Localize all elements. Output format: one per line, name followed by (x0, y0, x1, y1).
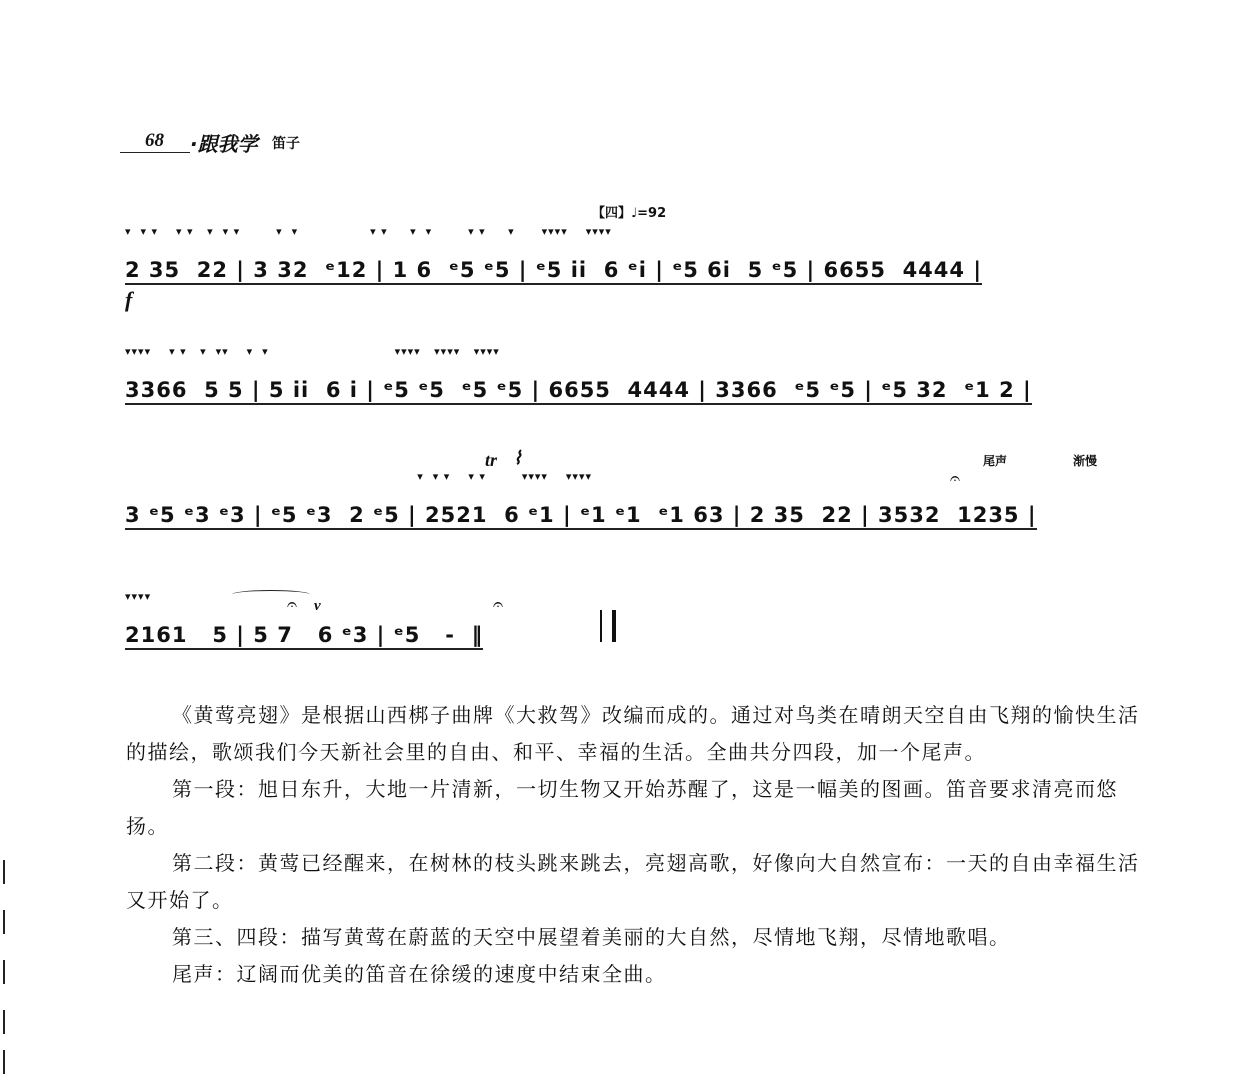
book-subtitle: 笛子 (272, 136, 300, 152)
final-barline (600, 610, 616, 642)
header-rule (120, 152, 190, 153)
breath-mark: v (314, 598, 321, 614)
tempo-marking: ♩=92 (631, 206, 667, 221)
page-number: 68 (145, 130, 164, 151)
wavy-ornament: ⌇ (513, 448, 522, 468)
score-line-3 (125, 470, 1155, 530)
margin-tick (3, 1010, 5, 1034)
score-line-2-notes: 3366 5 5 | 5 ii 6 i | ᵉ5 ᵉ5 ᵉ5 ᵉ5 | 6655 4444 | 3366 ᵉ5 ᵉ5 | ᵉ5 32 ᵉ1 2 | (125, 378, 1032, 405)
score-line-1 (125, 225, 1155, 285)
section-heading (592, 202, 666, 221)
paragraph-section-3-4: 第三、四段：描写黄莺在蔚蓝的天空中展望着美丽的大自然，尽情地飞翔，尽情地歌唱。 (172, 925, 1011, 949)
fermata-icon: 𝄐 (950, 468, 961, 489)
margin-tick (3, 860, 5, 884)
trill-mark: tr (485, 450, 498, 470)
score-line-4-notes: 2161 5 | 5 7 6 ᵉ3 | ᵉ5 - ‖ (125, 623, 483, 650)
paragraph-section-2: 第二段：黄莺已经醒来，在树林的枝头跳来跳去，亮翅高歌，好像向大自然宣布：一天的自由幸福生活又开始了。 (126, 851, 1140, 912)
ritardando-label: 渐慢 (1073, 454, 1098, 468)
score-line-2-accents: ▾▾▾▾ ▾ ▾ ▾ ▾▾ ▾ ▾ ▾▾▾▾ ▾▾▾▾ ▾▾▾▾ (125, 345, 500, 358)
score-line-2 (125, 345, 1155, 405)
score-line-4-accents: ▾▾▾▾ (125, 590, 152, 603)
fermata-icon: 𝄐 (493, 594, 504, 615)
margin-tick (3, 960, 5, 984)
margin-tick (3, 1050, 5, 1074)
margin-tick (3, 910, 5, 934)
fermata-icon: 𝄐 (287, 594, 298, 615)
score-line-1-accents: ▾ ▾ ▾ ▾ ▾ ▾ ▾ ▾ ▾ ▾ ▾ ▾ ▾ ▾ ▾ ▾ ▾ ▾▾▾▾ ▾▾▾▾ (125, 225, 612, 238)
score-line-3-accents: ▾ ▾ ▾ ▾ ▾ ▾▾▾▾ ▾▾▾▾ (125, 470, 592, 483)
paragraph-coda: 尾声：辽阔而优美的笛音在徐缓的速度中结束全曲。 (172, 962, 667, 986)
score-line-3-notes: 3 ᵉ5 ᵉ3 ᵉ3 | ᵉ5 ᵉ3 2 ᵉ5 | 2521 6 ᵉ1 | ᵉ1 ᵉ1 ᵉ1 63 | 2 35 22 | 3532 1235 | (125, 503, 1037, 530)
score-line-4 (125, 590, 605, 650)
description-text (126, 697, 1151, 993)
dynamic-marking: f (125, 287, 133, 312)
paragraph-section-1: 第一段：旭日东升，大地一片清新，一切生物又开始苏醒了，这是一幅美的图画。笛音要求清亮而悠扬。 (126, 777, 1118, 838)
coda-label: 尾声 (983, 454, 1008, 468)
score-line-1-notes: 2 35 22 | 3 32 ᵉ12 | 1 6 ᵉ5 ᵉ5 | ᵉ5 ii 6 ᵉi | ᵉ5 6i 5 ᵉ5 | 6655 4444 | (125, 258, 982, 285)
paragraph-intro: 《黄莺亮翅》是根据山西梆子曲牌《大救驾》改编而成的。通过对鸟类在晴朗天空自由飞翔的愉快生活的描绘，歌颂我们今天新社会里的自由、和平、幸福的生活。全曲共分四段，加一个尾声。 (126, 703, 1140, 764)
section-label: 【四】 (592, 206, 632, 221)
book-title: ·跟我学 (190, 132, 258, 156)
